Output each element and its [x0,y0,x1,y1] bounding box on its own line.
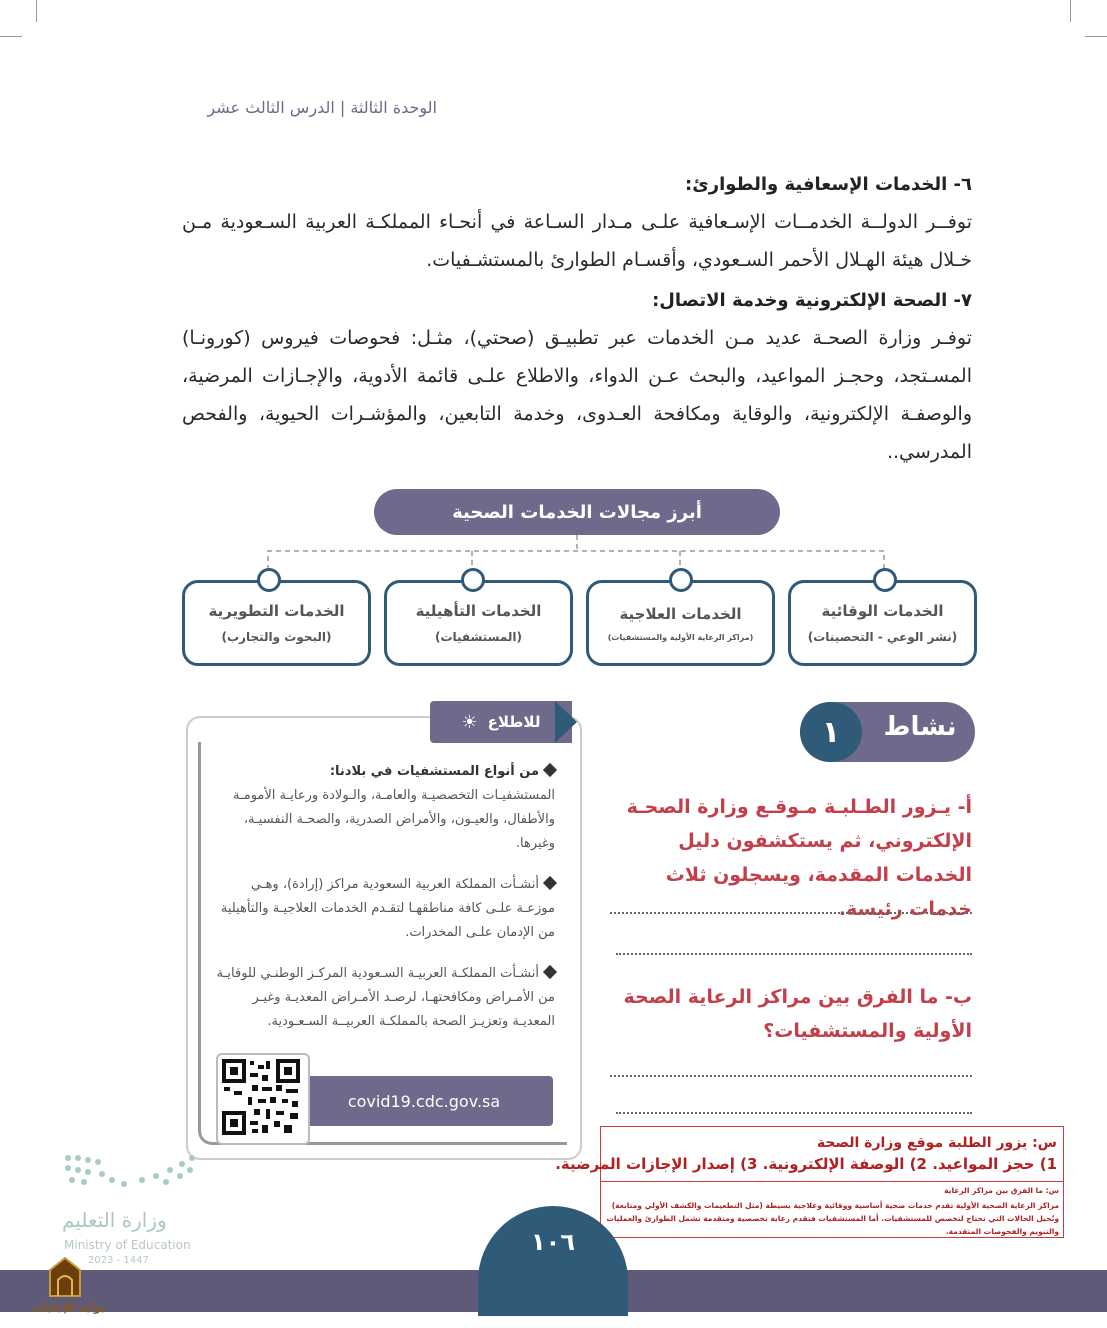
ministry-year: 2023 - 1447 [88,1255,149,1266]
activity-question-b: ب- ما الفرق بين مراكز الرعاية الصحة الأولية والمستشفيات؟ [623,986,972,1042]
service-title: الخدمات الوقائية [821,602,944,620]
bullet-icon [543,763,557,777]
bullet-text: أنشـأت المملكـة العربيـة السـعودية المركـز الوطنـي للوقايـة من الأمـراض ومكافحتهـا، لرصـد الأمـراض المعديـة وغيـر المعديـة وتعزيـز الصحة بالمملكـة العربيــة السـعـودية. [216,966,555,1029]
service-box-rehab [384,580,573,666]
activity-question-a: أ- يـزور الطـلبـة مـوقـع وزارة الصحـة الإلكتروني، ثم يستكشفون دليل الخدمات المقدمة، ويسجلون ثلاث خدمات رئيسة. [626,796,972,920]
lightbulb-icon: ☀ [461,711,478,733]
connector-node [873,568,897,592]
service-sub: (نشر الوعي - التحصينات) [807,630,958,644]
info-bullet [210,962,555,1034]
service-box-development [182,580,371,666]
watermark-text: بوابة الإجابات [32,1301,105,1314]
service-title: الخدمات العلاجية [619,604,742,623]
service-sub: (مراكز الرعاية الأولية والمستشفيات) [607,632,754,642]
bullet-lead: من أنواع المستشفيات في بلادنا: [329,764,539,779]
answer-a1: 1) حجز المواعيد. 2) الوصفة الإلكترونية. 3) إصدار الإجازات المرضية. [555,1155,1057,1173]
connector-node [257,568,281,592]
diagram-connectors [0,0,1107,600]
connector-node [669,568,693,592]
section-7-heading: ٧- الصحة الإلكترونية وخدمة الاتصال: [652,290,972,311]
info-tab-label: للاطلاع [487,713,541,731]
qr-code-icon[interactable] [216,1053,310,1145]
answer-line[interactable] [616,1112,972,1114]
info-tab [430,701,572,743]
breadcrumb: الوحدة الثالثة | الدرس الثالث عشر [207,98,437,117]
diagram-title: أبرز مجالات الخدمات الصحية [374,489,780,535]
url-link[interactable]: covid19.cdc.gov.sa [295,1076,553,1126]
answer-line[interactable] [610,912,972,914]
info-tab-arrow [555,701,577,743]
info-bullet [210,760,555,856]
bullet-text: أنشـأت المملكة العربية السعودية مراكز (إرادة)، وهـي موزعـة علـى كافة مناطقهـا لتقـدم الخدمات العلاجيـة والتأهيلية من الإدمان علـى المخدرات. [220,877,555,940]
ministry-name-ar: وزارة التعليم [62,1208,167,1232]
service-sub: (المستشفيات) [434,630,523,644]
ministry-logo-icon [62,1150,202,1200]
activity-label: نشاط [883,712,957,742]
ministry-name-en: Ministry of Education [64,1238,191,1252]
info-bullet [210,873,555,945]
activity-number: ١ [800,702,862,762]
connector-node [461,568,485,592]
answer-box [555,1126,1064,1238]
answer-line[interactable] [616,953,972,955]
bullet-text: المستشفيـات التخصصيـة والعامـة، والـولادة ورعايـة الأمومـة والأطفال، والعيـون، والأمراض الصدرية، والصحـة النفسيـة، وغيرها. [232,788,555,851]
service-title: الخدمات التطويرية [208,602,345,620]
page-number: ١٠٦ [531,1228,575,1256]
service-title: الخدمات التأهيلية [415,602,542,620]
answer-q1: س: يزور الطلبة موقع وزارة الصحة [816,1135,1057,1151]
section-6-heading: ٦- الخدمات الإسعافية والطوارئ: [685,174,972,195]
section-7-body: توفـر وزارة الصحـة عديد مـن الخدمات عبر تطبيـق (صحتي)، مثـل: فحوصات فيروس (كورونـا) المسـتجد، وحجـز المواعيد، والبحث عـن الدواء، والاطلاع علـى قائمة الأدوية، والإجـازات المرضية، والوصفـة الإلكترونية، والوقاية ومكافحة العـدوى، وخدمة التابعين، والمؤشـرات الحيوية، والفحص المدرسي.. [182,327,972,463]
service-box-preventive [788,580,977,666]
bullet-icon [543,876,557,890]
bullet-icon [543,965,557,979]
answer-line[interactable] [610,1075,972,1077]
answer-a2: مراكز الرعاية الصحية الأولية تقدم خدمات صحية أساسية ووقائية وعلاجية بسيطة (مثل التطعيمات والكشف الأولي ومتابعة) وتُحيل الحالات التي تحتاج لتخصص للمستشفيات. أما المستشفيات فتقدم رعاية تخصصية ومتقدمة تشمل الطوارئ والعمليات والتنويم والفحوصات المتقدمة. [606,1201,1059,1236]
section-6-body: توفــر الدولــة الخدمــات الإسـعافية علـى مـدار السـاعة في أنحـاء المملكـة العربية السـعودية مـن خـلال هيئة الهـلال الأحمر السـعودي، وأقسـام الطوارئ بالمستشـفيات. [182,211,972,271]
watermark-logo-icon [44,1256,86,1302]
answer-q2: س: ما الفرق بين مراكز الرعاية [944,1186,1059,1195]
service-sub: (البحوث والتجارب) [221,630,332,644]
service-box-curative [586,580,775,666]
